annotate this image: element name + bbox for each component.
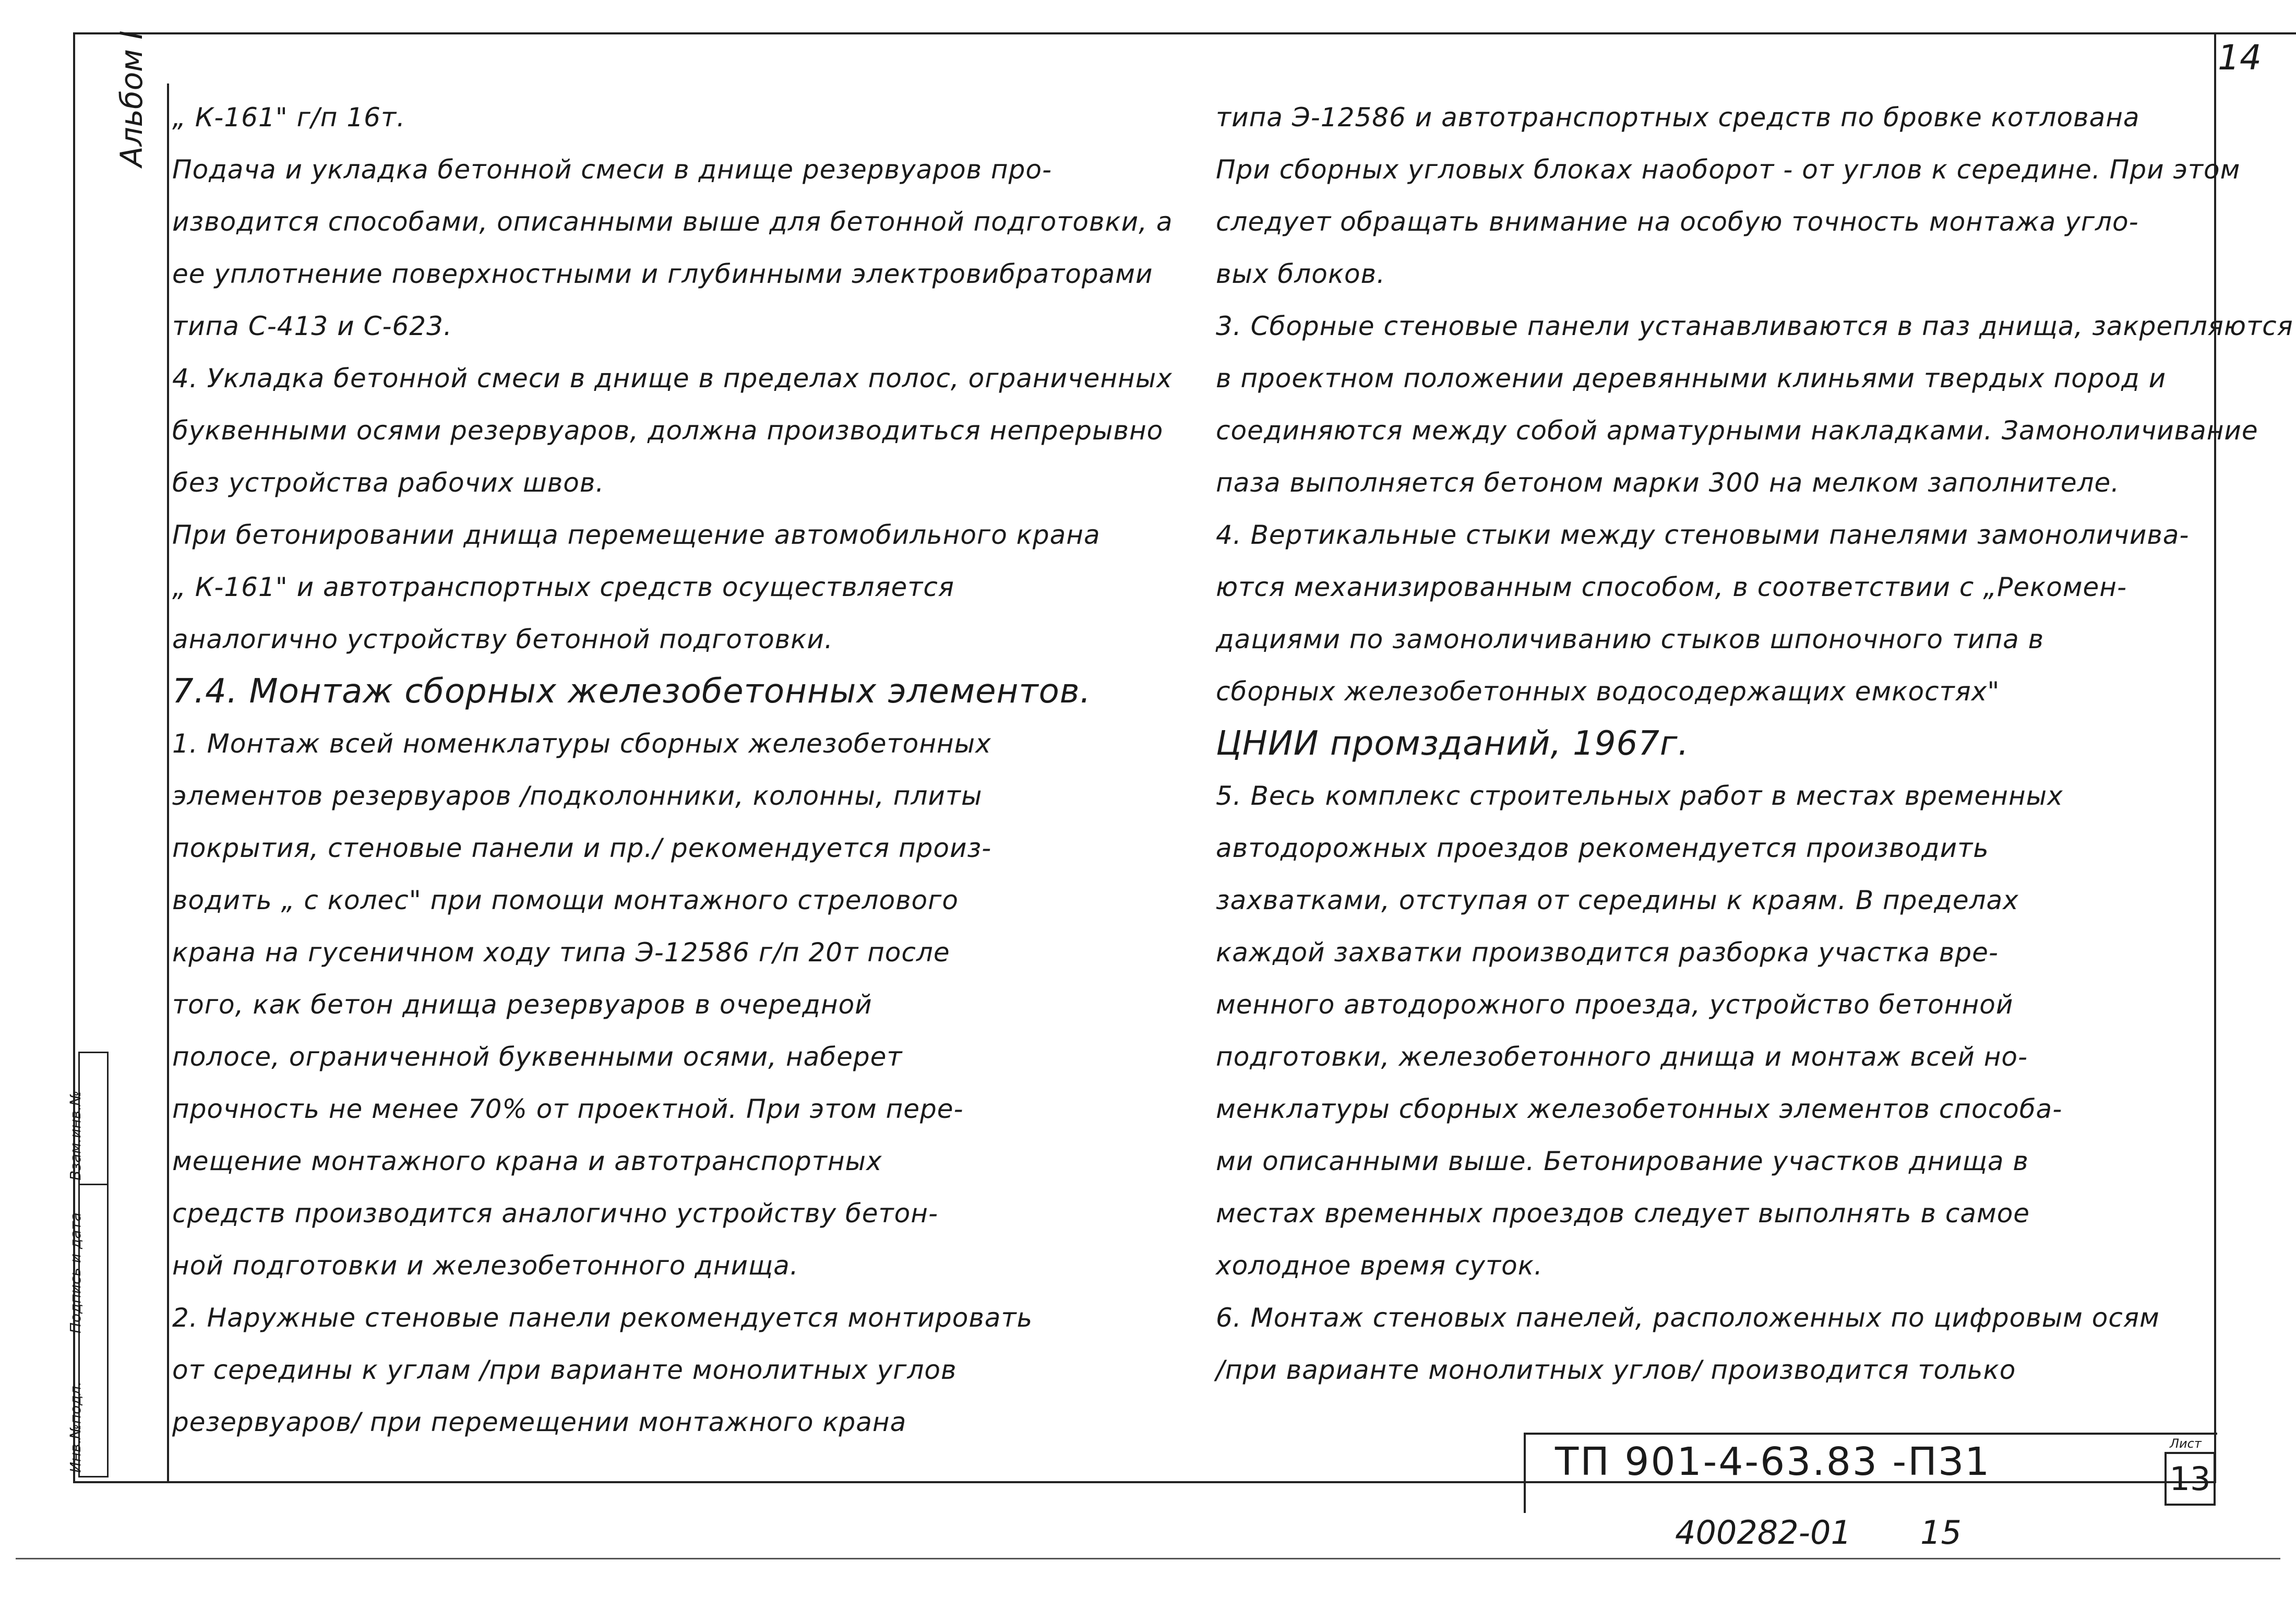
text-line: дациями по замоноличиванию стыков шпоночного типа в (1216, 624, 2044, 654)
text-line: следует обращать внимание на особую точность монтажа угло- (1216, 207, 2139, 237)
approval-side-table (67, 1052, 109, 1477)
text-line: ее уплотнение поверхностными и глубинными электровибраторами (172, 259, 1153, 289)
side-cell-inventory: Инв.№подл. (67, 1381, 84, 1473)
left-text-column (172, 91, 1190, 1448)
text-line: вых блоков. (1216, 259, 1385, 289)
right-text-column (1216, 91, 2293, 1396)
side-cell-replacement: Взам.инв.№ (67, 1090, 84, 1181)
text-line: ются механизированным способом, в соответствии с „Рекомен- (1216, 572, 2127, 602)
text-line: полосе, ограниченной буквенными осями, наберет (172, 1042, 903, 1072)
text-line: буквенными осями резервуаров, должна производиться непрерывно (172, 415, 1164, 446)
text-line: сборных железобетонных водосодержащих емкостях" (1216, 676, 2000, 707)
text-line: крана на гусеничном ходу типа Э-12586 г/п 20т после (172, 937, 950, 968)
text-line: элементов резервуаров /подколонники, колонны, плиты (172, 781, 983, 811)
text-line: водить „ с колес" при помощи монтажного стрелового (172, 885, 959, 915)
text-line: соединяются между собой арматурными накладками. Замоноличивание (1216, 415, 2258, 446)
text-line: 4. Укладка бетонной смеси в днище в пределах полос, ограниченных (172, 363, 1173, 394)
text-line: „ К-161" и автотранспортных средств осуществляется (172, 572, 954, 602)
text-line: холодное время суток. (1216, 1250, 1543, 1281)
text-line: 3. Сборные стеновые панели устанавливаются в паз днища, закрепляются (1216, 311, 2293, 341)
text-line: паза выполняется бетоном марки 300 на мелком заполнителе. (1216, 468, 2120, 498)
outer-edge-left (16, 1558, 2280, 1559)
text-line: резервуаров/ при перемещении монтажного крана (172, 1407, 907, 1437)
text-line: без устройства рабочих швов. (172, 468, 605, 498)
text-line: типа Э-12586 и автотранспортных средств по бровке котлована (1216, 102, 2140, 133)
text-line: изводится способами, описанными выше для бетонной подготовки, а (172, 207, 1173, 237)
text-line: ЦНИИ промзданий, 1967г. (1216, 724, 1689, 763)
text-line: в проектном положении деревянными клиньями твердых пород и (1216, 363, 2167, 394)
text-line: 2. Наружные стеновые панели рекомендуется монтировать (172, 1303, 1033, 1333)
text-line: ми описанными выше. Бетонирование участков днища в (1216, 1146, 2029, 1176)
text-line: менклатуры сборных железобетонных элементов способа- (1216, 1094, 2063, 1124)
text-line: 1. Монтаж всей номенклатуры сборных железобетонных (172, 729, 991, 759)
text-line: менного автодорожного проезда, устройство бетонной (1216, 990, 2014, 1020)
text-line: местах временных проездов следует выполнять в самое (1216, 1198, 2030, 1229)
text-line: покрытия, стеновые панели и пр./ рекомендуется произ- (172, 833, 992, 863)
text-line: от середины к углам /при варианте монолитных углов (172, 1355, 957, 1385)
text-line: 6. Монтаж стеновых панелей, расположенных по цифровым осям (1216, 1303, 2160, 1333)
frame-top-border (73, 32, 2296, 34)
text-line: захватками, отступая от середины к краям. В пределах (1216, 885, 2019, 915)
copy-number: 15 (1920, 1513, 1962, 1552)
text-line: каждой захватки производится разборка участка вре- (1216, 937, 1999, 968)
document-code: ТП 901-4-63.83 -ПЗ1 (1555, 1439, 1991, 1484)
text-line: При бетонировании днища перемещение автомобильного крана (172, 520, 1101, 550)
text-line: /при варианте монолитных углов/ производится только (1216, 1355, 2016, 1385)
text-line: 5. Весь комплекс строительных работ в местах временных (1216, 781, 2063, 811)
text-line: того, как бетон днища резервуаров в очередной (172, 990, 872, 1020)
text-line: „ К-161" г/п 16т. (172, 102, 406, 133)
text-line: мещение монтажного крана и автотранспортных (172, 1146, 882, 1176)
text-line: Подача и укладка бетонной смеси в днище резервуаров про- (172, 154, 1052, 185)
album-label: Альбом I (114, 30, 149, 167)
text-line: средств производится аналогично устройству бетон- (172, 1198, 938, 1229)
page-number: 14 (2218, 38, 2262, 78)
text-line: 4. Вертикальные стыки между стеновыми панелями замоноличива- (1216, 520, 2190, 550)
archive-number: 400282-01 (1675, 1513, 1851, 1552)
text-line: типа С-413 и С-623. (172, 311, 452, 341)
side-cell-signature: Подпись и дата (80, 1184, 107, 1337)
section-heading: 7.4. Монтаж сборных железобетонных элементов. (172, 672, 1091, 711)
text-line: подготовки, железобетонного днища и монтаж всей но- (1216, 1042, 2028, 1072)
text-line: аналогично устройству бетонной подготовки. (172, 624, 833, 654)
text-line: прочность не менее 70% от проектной. При этом пере- (172, 1094, 964, 1124)
text-line: автодорожных проездов рекомендуется производить (1216, 833, 1989, 863)
text-line: ной подготовки и железобетонного днища. (172, 1250, 799, 1281)
sheet-number: 13 (2165, 1452, 2216, 1506)
text-line: При сборных угловых блоках наоборот - от углов к середине. При этом (1216, 154, 2241, 185)
sheet-label: Лист (2170, 1436, 2202, 1451)
binding-margin-line (167, 84, 169, 1482)
